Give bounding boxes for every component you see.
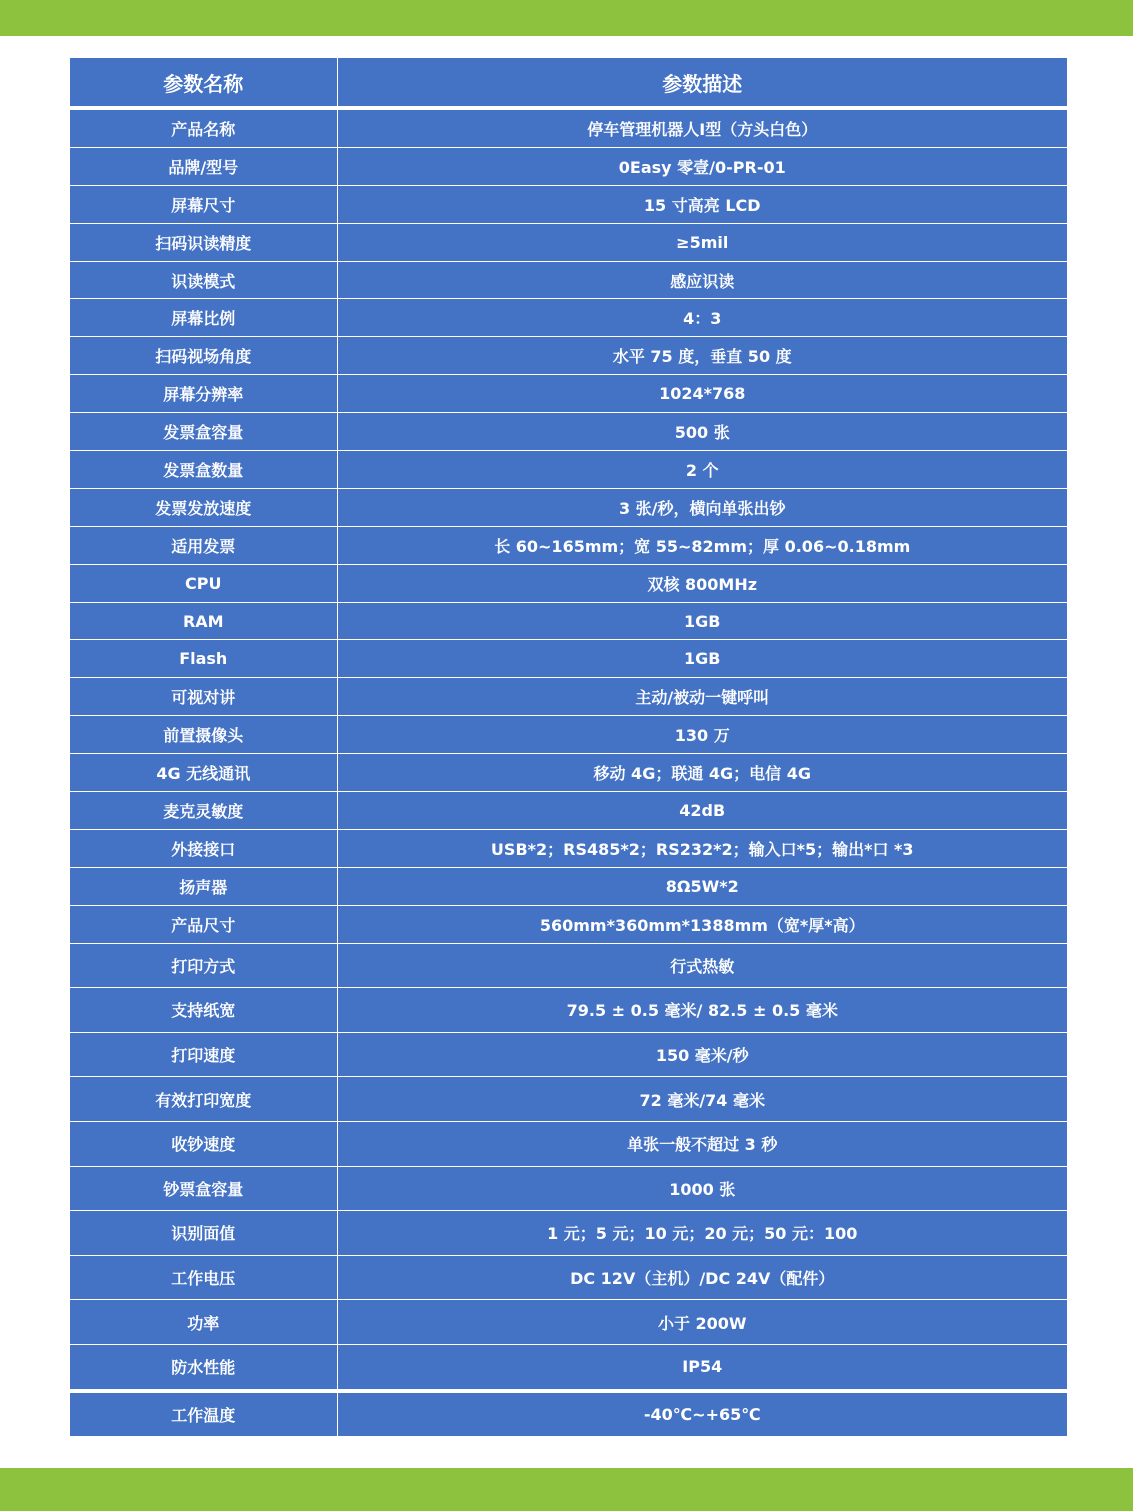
table-row <box>70 988 1067 1033</box>
table-row <box>70 185 1067 223</box>
param-value-cell: DC 12V（主机）/DC 24V（配件） <box>337 1255 1067 1300</box>
table-row <box>70 943 1067 988</box>
param-value-cell: 560mm*360mm*1388mm（宽*厚*高） <box>337 905 1067 943</box>
param-name-cell: 打印方式 <box>70 943 337 988</box>
param-name-cell: 屏幕尺寸 <box>70 185 337 223</box>
table-row <box>70 147 1067 185</box>
param-name-cell: 品牌/型号 <box>70 147 337 185</box>
param-value-cell: 行式热敏 <box>337 943 1067 988</box>
param-value-cell: 42dB <box>337 792 1067 830</box>
param-value-cell: 500 张 <box>337 413 1067 451</box>
param-value-cell: 3 张/秒，横向单张出钞 <box>337 488 1067 526</box>
table-row <box>70 451 1067 489</box>
param-name-cell: 防水性能 <box>70 1344 337 1390</box>
table-header-row <box>70 58 1067 108</box>
param-name-cell: 发票盒数量 <box>70 451 337 489</box>
param-value-cell: 感应识读 <box>337 261 1067 299</box>
param-name-cell: 钞票盒容量 <box>70 1166 337 1211</box>
table-row <box>70 602 1067 640</box>
param-name-cell: 外接接口 <box>70 829 337 867</box>
table-row <box>70 108 1067 147</box>
param-name-cell: 前置摄像头 <box>70 716 337 754</box>
param-name-cell: 工作电压 <box>70 1255 337 1300</box>
table-row <box>70 905 1067 943</box>
param-value-cell: 1GB <box>337 602 1067 640</box>
param-value-cell: 1GB <box>337 640 1067 678</box>
table-row <box>70 1300 1067 1345</box>
table-row <box>70 1391 1067 1437</box>
param-value-cell: 小于 200W <box>337 1300 1067 1345</box>
param-name-cell: 识别面值 <box>70 1211 337 1256</box>
param-name-cell: 发票盒容量 <box>70 413 337 451</box>
param-name-cell: 适用发票 <box>70 526 337 564</box>
param-name-cell: 屏幕比例 <box>70 299 337 337</box>
table-row <box>70 867 1067 905</box>
table-row <box>70 413 1067 451</box>
param-value-cell: 1 元；5 元；10 元；20 元；50 元：100 <box>337 1211 1067 1256</box>
table-row <box>70 754 1067 792</box>
param-value-cell: IP54 <box>337 1344 1067 1390</box>
table-row <box>70 1211 1067 1256</box>
top-accent-bar <box>0 0 1133 36</box>
param-value-cell: 主动/被动一键呼叫 <box>337 678 1067 716</box>
table-row <box>70 261 1067 299</box>
table-row <box>70 337 1067 375</box>
param-value-cell: -40℃~+65℃ <box>337 1391 1067 1437</box>
param-name-cell: 支持纸宽 <box>70 988 337 1033</box>
param-value-cell: 2 个 <box>337 451 1067 489</box>
table-row <box>70 1077 1067 1122</box>
table-row <box>70 1166 1067 1211</box>
param-name-cell: 可视对讲 <box>70 678 337 716</box>
param-value-cell: 130 万 <box>337 716 1067 754</box>
param-name-cell: 麦克灵敏度 <box>70 792 337 830</box>
table-row <box>70 1344 1067 1390</box>
param-name-cell: 收钞速度 <box>70 1121 337 1166</box>
header-param-name: 参数名称 <box>70 58 337 108</box>
table-row <box>70 792 1067 830</box>
table-row <box>70 564 1067 602</box>
param-value-cell: USB*2；RS485*2；RS232*2；输入口*5；输出*口 *3 <box>337 829 1067 867</box>
param-name-cell: RAM <box>70 602 337 640</box>
param-value-cell: 移动 4G；联通 4G；电信 4G <box>337 754 1067 792</box>
param-name-cell: 扫码识读精度 <box>70 223 337 261</box>
bottom-accent-bar <box>0 1468 1133 1511</box>
param-value-cell: 水平 75 度，垂直 50 度 <box>337 337 1067 375</box>
table-row <box>70 1255 1067 1300</box>
table-row <box>70 375 1067 413</box>
param-value-cell: 8Ω5W*2 <box>337 867 1067 905</box>
param-name-cell: 屏幕分辨率 <box>70 375 337 413</box>
param-name-cell: 打印速度 <box>70 1032 337 1077</box>
table-row <box>70 829 1067 867</box>
param-name-cell: Flash <box>70 640 337 678</box>
spec-table <box>70 58 1067 1436</box>
param-name-cell: 产品尺寸 <box>70 905 337 943</box>
param-value-cell: 4：3 <box>337 299 1067 337</box>
param-name-cell: CPU <box>70 564 337 602</box>
table-row <box>70 1121 1067 1166</box>
param-value-cell: ≥5mil <box>337 223 1067 261</box>
param-value-cell: 72 毫米/74 毫米 <box>337 1077 1067 1122</box>
param-name-cell: 扬声器 <box>70 867 337 905</box>
param-name-cell: 产品名称 <box>70 108 337 147</box>
param-value-cell: 1024*768 <box>337 375 1067 413</box>
param-value-cell: 长 60~165mm；宽 55~82mm；厚 0.06~0.18mm <box>337 526 1067 564</box>
param-value-cell: 15 寸高亮 LCD <box>337 185 1067 223</box>
table-row <box>70 299 1067 337</box>
param-name-cell: 工作温度 <box>70 1391 337 1437</box>
param-value-cell: 停车管理机器人I型（方头白色） <box>337 108 1067 147</box>
param-name-cell: 识读模式 <box>70 261 337 299</box>
param-name-cell: 发票发放速度 <box>70 488 337 526</box>
table-row <box>70 716 1067 754</box>
param-name-cell: 4G 无线通讯 <box>70 754 337 792</box>
param-value-cell: 150 毫米/秒 <box>337 1032 1067 1077</box>
param-value-cell: 0Easy 零壹/0-PR-01 <box>337 147 1067 185</box>
param-value-cell: 79.5 ± 0.5 毫米/ 82.5 ± 0.5 毫米 <box>337 988 1067 1033</box>
param-name-cell: 功率 <box>70 1300 337 1345</box>
table-row <box>70 488 1067 526</box>
param-name-cell: 有效打印宽度 <box>70 1077 337 1122</box>
table-row <box>70 640 1067 678</box>
header-param-desc: 参数描述 <box>337 58 1067 108</box>
param-name-cell: 扫码视场角度 <box>70 337 337 375</box>
param-value-cell: 单张一般不超过 3 秒 <box>337 1121 1067 1166</box>
table-row <box>70 526 1067 564</box>
param-value-cell: 1000 张 <box>337 1166 1067 1211</box>
table-row <box>70 678 1067 716</box>
table-row <box>70 223 1067 261</box>
param-value-cell: 双核 800MHz <box>337 564 1067 602</box>
table-row <box>70 1032 1067 1077</box>
